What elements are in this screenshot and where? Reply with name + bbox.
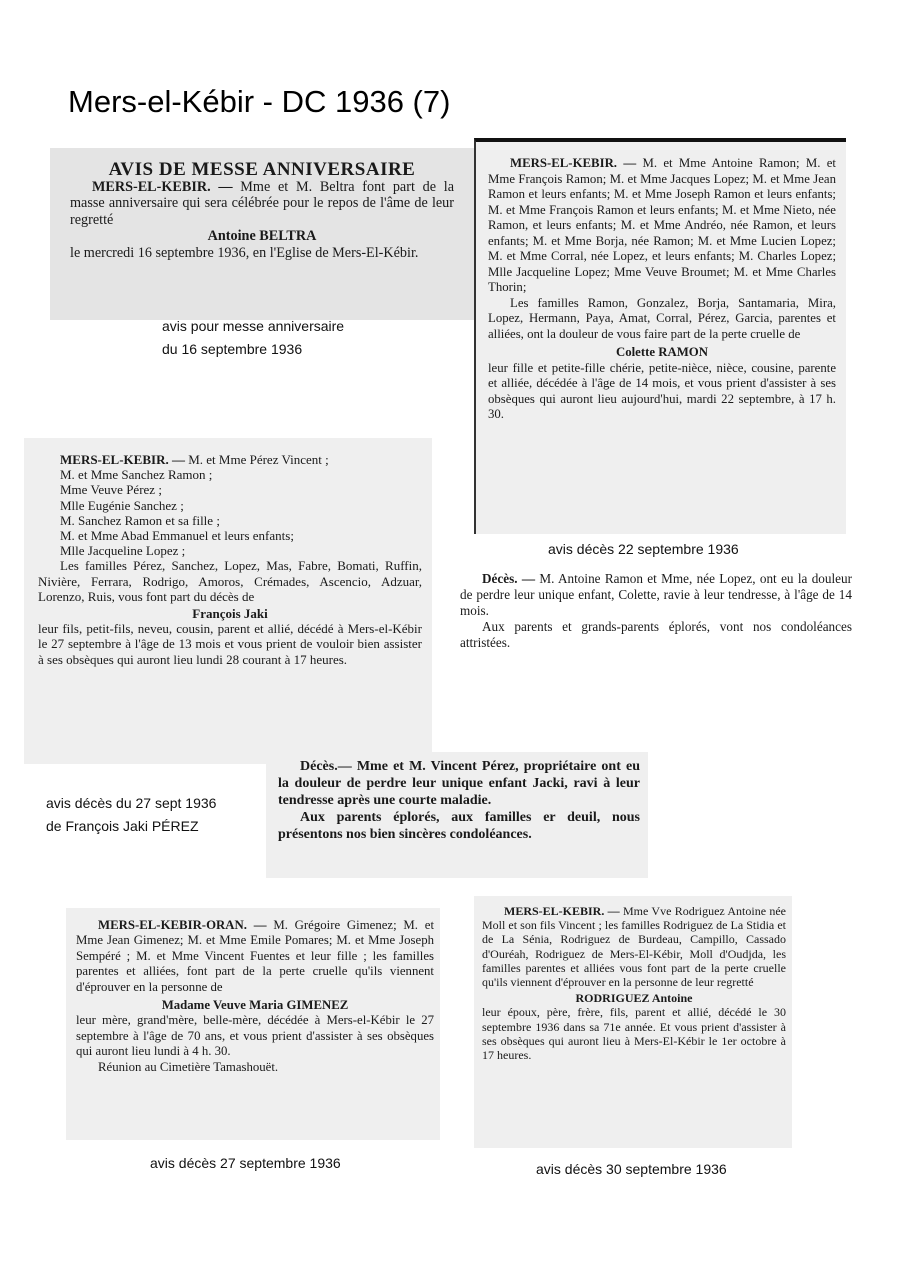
family-line: M. et Mme Sanchez Ramon ; (60, 467, 213, 483)
clipping-deces-rodriguez (474, 896, 792, 1148)
clipping-text: le mercredi 16 septembre 1936, en l'Eglise de Mers-El-Kébir. (70, 244, 419, 261)
caption-rodriguez: avis décès 30 septembre 1936 (536, 1161, 727, 1177)
clipping-text: Les familles Pérez, Sanchez, Lopez, Mas, Fabre, Bomati, Ruffin, Nivière, Ferrara, Rodrigo, Amoros, Crémades, Ascencio, Adzuar, Lorenzo, Ruis, vous font part du décès de (38, 558, 422, 604)
clipping-body (460, 571, 852, 619)
clipping-deces-ramon (474, 138, 846, 534)
page-title: Mers-el-Kébir - DC 1936 (7) (68, 84, 451, 119)
clipping-deces-gimenez (66, 908, 440, 1140)
clipping-heading: AVIS DE MESSE ANNIVERSAIRE (108, 159, 416, 180)
clipping-text: leur fille et petite-fille chérie, petite-nièce, nièce, cousine, parente et alliée, décédée à l'âge de 14 mois, et vous prient d'assister à ses obsèques qui auront lieu aujourd'hui, mardi 22 septembre, à 17 h. 30. (488, 360, 836, 421)
deceased-name: François Jaki (192, 606, 268, 622)
clipping-text: leur mère, grand'mère, belle-mère, décédée à Mers-el-Kébir le 27 septembre à l'âge de 70 ans, et vous prient d'assister à ses obsèques qui auront lieu lundi à 4 h. 30. (76, 1013, 434, 1059)
clipping-lead: Décès.— (300, 759, 352, 774)
clipping-body (76, 918, 434, 995)
clipping-deces-ramon-short (454, 567, 856, 671)
caption-ramon: avis décès 22 septembre 1936 (548, 541, 739, 557)
clipping-deces-perez-short (266, 752, 648, 878)
clipping-body (482, 904, 786, 989)
clipping-text: Aux parents éplorés, aux familles er deuil, nous présentons nos bien sincères condoléances. (278, 810, 640, 842)
clipping-place: MERS-EL-KEBIR. — (510, 156, 637, 170)
caption-messe-line1: avis pour messe anniversaire (162, 318, 345, 334)
clipping-body (278, 758, 640, 809)
family-line: M. Sanchez Ramon et sa fille ; (60, 512, 220, 528)
clipping-text: M. et Mme Pérez Vincent ; (188, 452, 329, 467)
clipping-text: Aux parents et grands-parents éplorés, vont nos condoléances attristées. (460, 619, 852, 650)
family-line: Mlle Jacqueline Lopez ; (60, 543, 186, 559)
family-line: Mme Veuve Pérez ; (60, 482, 162, 498)
clipping-messe-anniversaire (50, 148, 474, 320)
family-line: Mlle Eugénie Sanchez ; (60, 497, 184, 513)
deceased-name: Colette RAMON (615, 345, 709, 359)
clipping-text: Mme et M. Beltra font part de la masse anniversaire qui sera célébrée pour le repos de l'âme de leur regretté (70, 178, 454, 228)
clipping-text: Mme Vve Rodriguez Antoine née Moll et son fils Vincent ; les familles Rodriguez de La Stidia et de La Sénia, Rodriguez de Burdeau, Campillo, Cassado d'Ouréah, Rodriguez de Mers-El-Kébir, Moll d'Oudjda, les familles parentes et alliées vous font part de la perte cruelle qu'ils viennent d'éprouver en la personne de leur regretté (482, 904, 787, 990)
caption-perez-line1: avis décès du 27 sept 1936 (46, 795, 217, 811)
clipping-place: MERS-EL-KEBIR-ORAN. — (98, 918, 267, 932)
clipping-text: Réunion au Cimetière Tamashouët. (98, 1059, 279, 1074)
clipping-body (488, 156, 836, 296)
clipping-deces-perez (24, 438, 432, 764)
deceased-name: RODRIGUEZ Antoine (575, 991, 693, 1006)
caption-perez-line2: de François Jaki PÉREZ (46, 818, 199, 834)
caption-messe-line2: du 16 septembre 1936 (162, 341, 303, 357)
clipping-lead: Décès. — (482, 571, 536, 586)
clipping-text: leur époux, père, frère, fils, parent et allié, décédé le 30 septembre 1936 dans sa 71e année. Et vous prient d'assister à ses obsèques qui auront lieu à Mers-El-Kébir le 1er octobre à 17 heures. (482, 1005, 786, 1063)
clipping-text: M. Grégoire Gimenez; M. et Mme Jean Gimenez; M. et Mme Emile Pomares; M. et Mme Joseph Sempéré ; M. et Mme Vincent Fuentes et leur fille ; les familles parentes et alliées, font part de la perte cruelle qu'ils viennent d'éprouver en la personne de (76, 918, 435, 994)
clipping-place: MERS-EL-KEBIR. — (92, 178, 233, 195)
family-line: M. et Mme Abad Emmanuel et leurs enfants; (60, 528, 294, 544)
deceased-name: Antoine BELTRA (207, 228, 317, 244)
clipping-place: MERS-EL-KEBIR. — (60, 452, 185, 467)
clipping-text: leur fils, petit-fils, neveu, cousin, parent et allié, décédé à Mers-el-Kébir le 27 septembre à l'âge de 13 mois et vous prient de vouloir bien assister à ses obsèques qui auront lieu lundi 28 courant à 17 heures. (38, 621, 422, 667)
clipping-text: M. Antoine Ramon et Mme, née Lopez, ont eu la douleur de perdre leur unique enfant, Colette, ravie à leur tendresse, à l'âge de 14 mois. (460, 571, 852, 618)
clipping-body (38, 452, 422, 467)
clipping-place: MERS-EL-KEBIR. — (504, 904, 620, 918)
clipping-text: M. et Mme Antoine Ramon; M. et Mme François Ramon; M. et Mme Jacques Lopez; M. et Mme Jean Ramon et leurs enfants; M. et Mme Joseph Ramon et leurs enfants; M. et Mme François Ramon et leurs enfants; M. et Mme Nieto, née Ramon, et leurs enfants; M. et Mme Andréo, née Ramon, et leurs enfants; M. et Mme Borja, née Ramon; M. et Mme Lucien Lopez; M. et Mme Corral, née Lopez, et leurs enfants; M. Charles Lopez; Mlle Jacqueline Lopez; Mme Veuve Broumet; M. et Mme Charles Thorin; (488, 156, 836, 294)
caption-gimenez: avis décès 27 septembre 1936 (150, 1155, 341, 1171)
deceased-name: Madame Veuve Maria GIMENEZ (161, 998, 349, 1013)
clipping-body (70, 179, 454, 229)
clipping-text: Les familles Ramon, Gonzalez, Borja, Santamaria, Mira, Lopez, Hermann, Paya, Amat, Corral, Pérez, Garcia, parentes et alliées, ont la douleur de vous faire part de la perte cruelle de (488, 295, 836, 341)
clipping-text: Mme et M. Vincent Pérez, propriétaire ont eu la douleur de perdre leur unique enfant Jacki, ravi à leur tendresse après une courte maladie. (278, 759, 641, 808)
